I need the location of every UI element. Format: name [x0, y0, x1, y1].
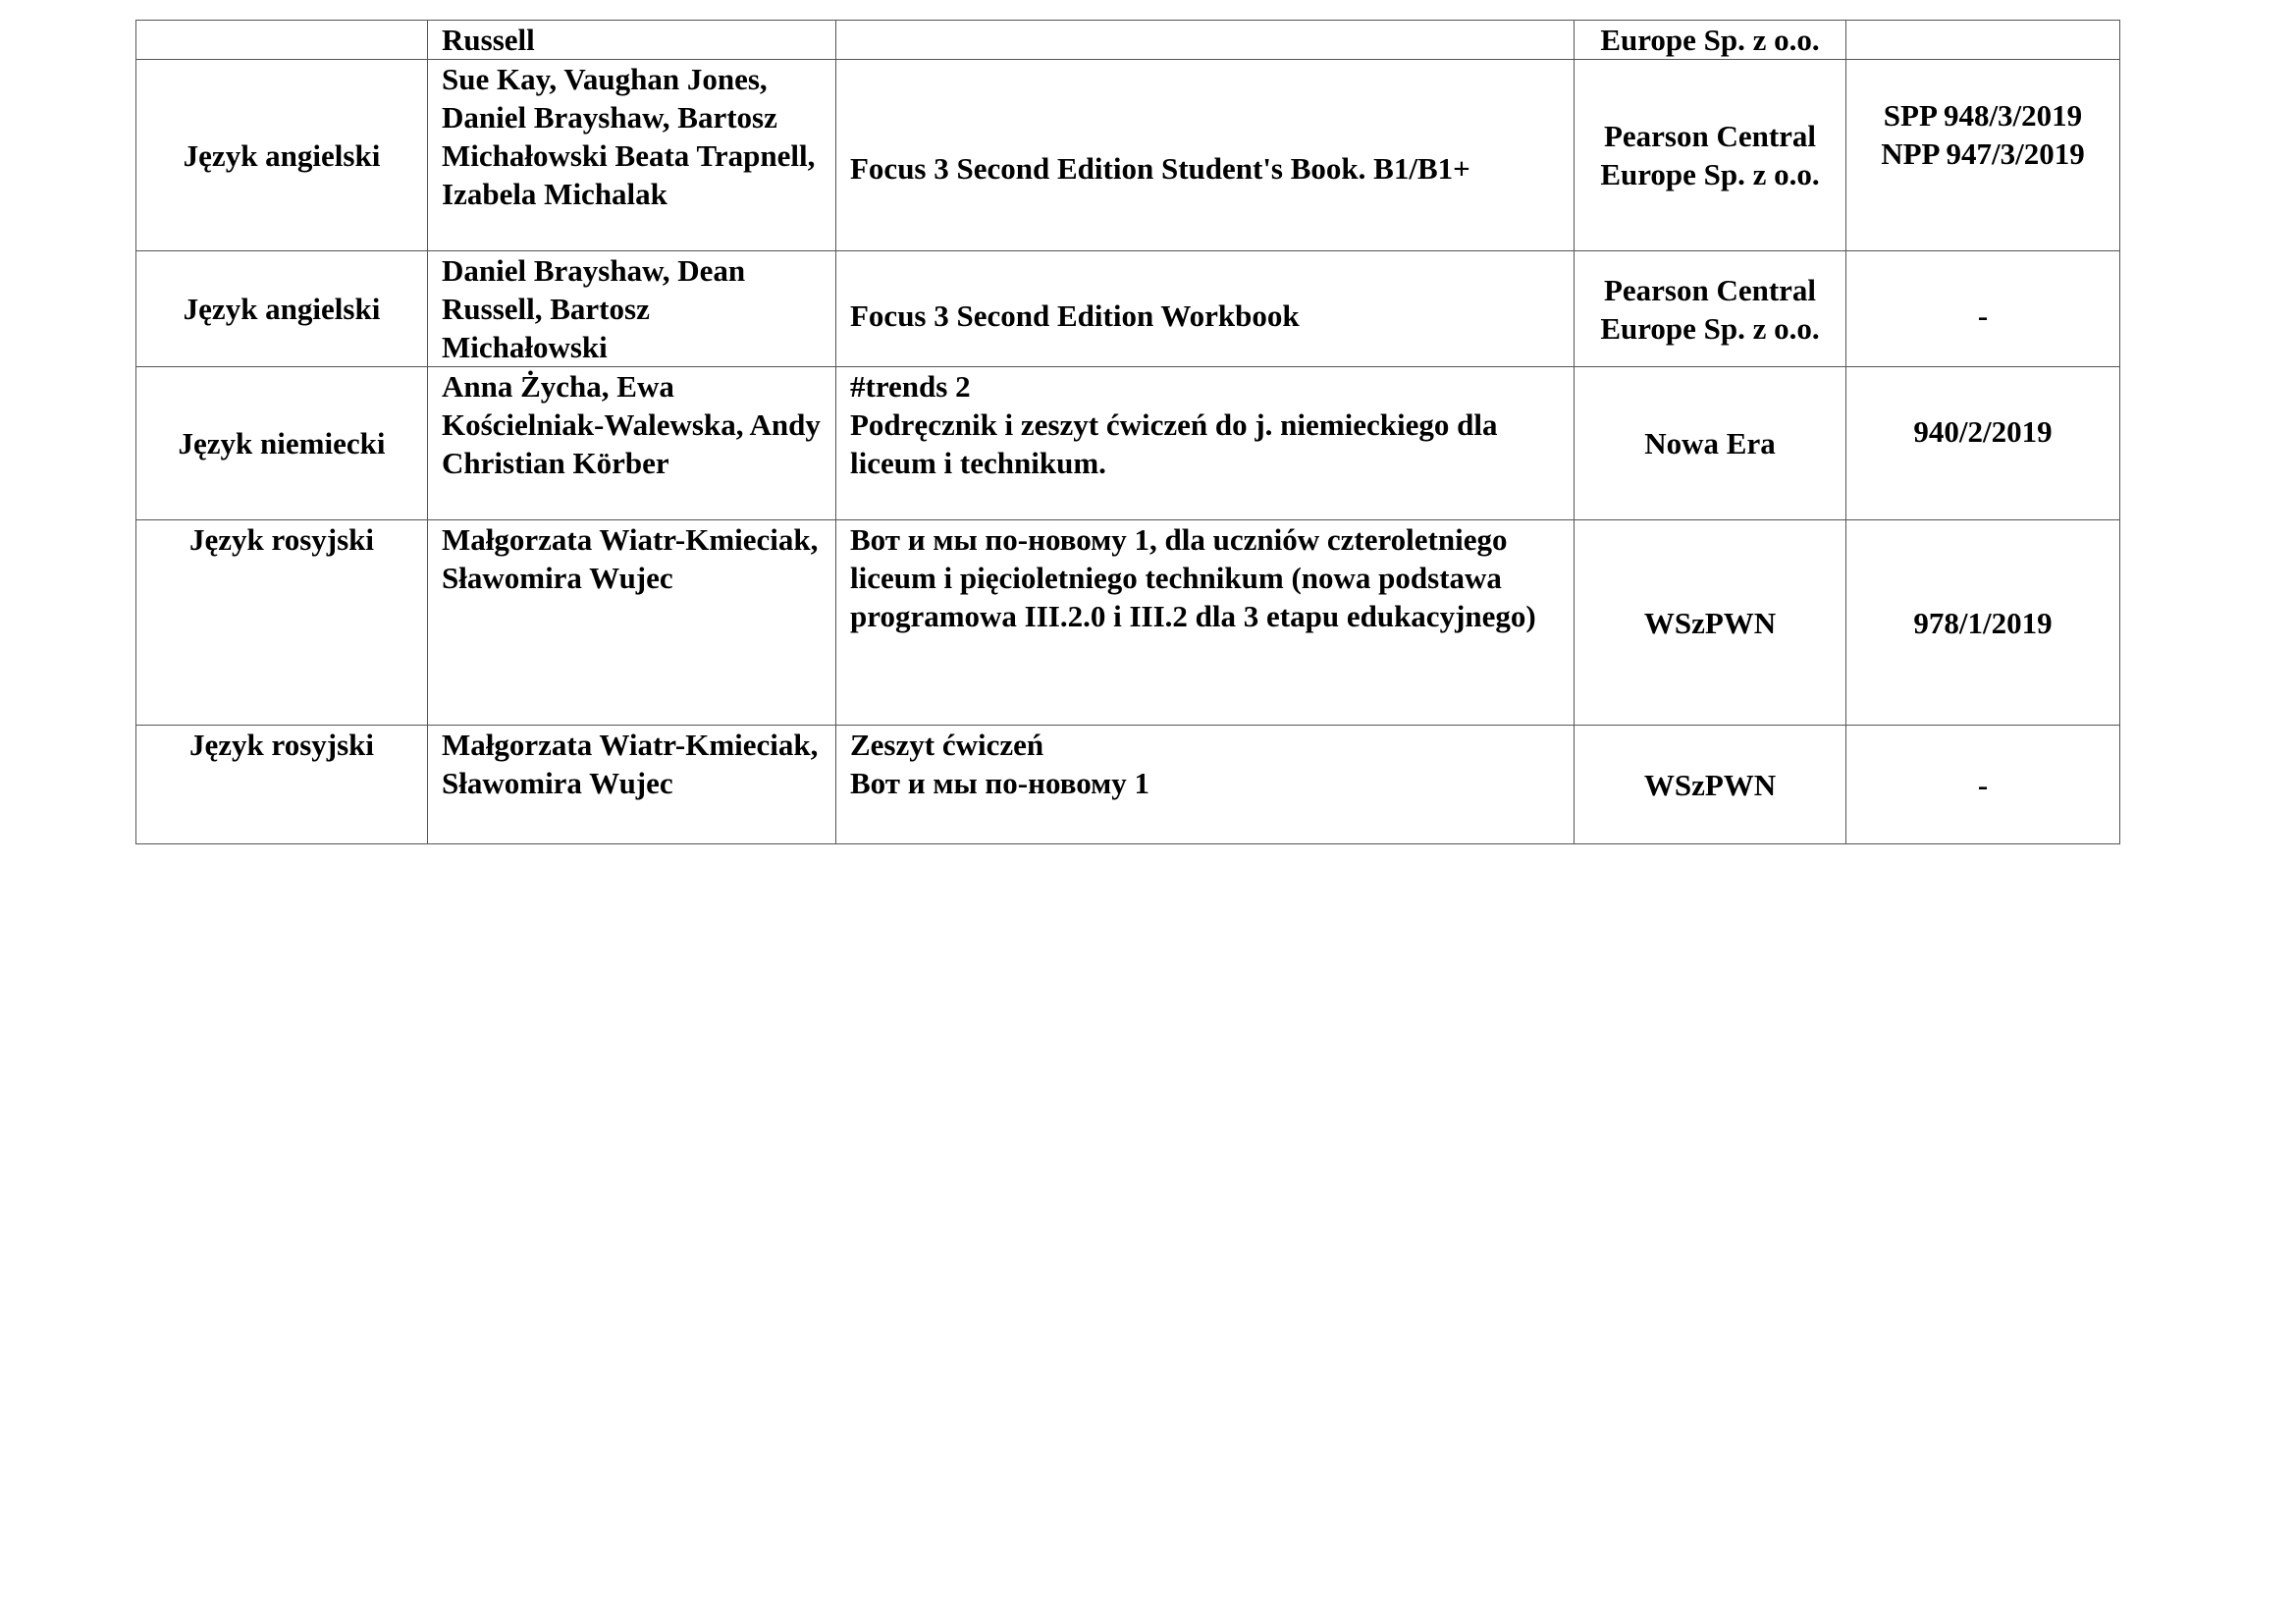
authors-cell: Małgorzata Wiatr-Kmieciak, Sławomira Wujec — [428, 520, 836, 726]
publisher-cell: WSzPWN — [1575, 726, 1846, 844]
table-row — [136, 726, 2120, 844]
table-row — [136, 60, 2120, 251]
publisher-cell: Europe Sp. z o.o. — [1575, 21, 1846, 60]
approval-number-cell: - — [1846, 251, 2120, 367]
table-row — [136, 520, 2120, 726]
approval-number-cell: - — [1846, 726, 2120, 844]
subject-cell: Język angielski — [136, 60, 428, 251]
table-row — [136, 251, 2120, 367]
subject-cell: Język rosyjski — [136, 726, 428, 844]
subject-cell: Język niemiecki — [136, 367, 428, 520]
table-row — [136, 367, 2120, 520]
title-cell: #trends 2 Podręcznik i zeszyt ćwiczeń do j. niemieckiego dla liceum i technikum. — [836, 367, 1575, 520]
title-cell: Focus 3 Second Edition Workbook — [836, 251, 1575, 367]
approval-number-cell: 940/2/2019 — [1846, 367, 2120, 520]
publisher-cell: WSzPWN — [1575, 520, 1846, 726]
publisher-cell: Pearson Central Europe Sp. z o.o. — [1575, 60, 1846, 251]
title-cell: Focus 3 Second Edition Student's Book. B1/B1+ — [836, 60, 1575, 251]
approval-number-cell: SPP 948/3/2019 NPP 947/3/2019 — [1846, 60, 2120, 251]
publisher-cell: Nowa Era — [1575, 367, 1846, 520]
authors-cell: Sue Kay, Vaughan Jones, Daniel Brayshaw, Bartosz Michałowski Beata Trapnell, Izabela Michalak — [428, 60, 836, 251]
subject-cell: Język rosyjski — [136, 520, 428, 726]
approval-number-cell: 978/1/2019 — [1846, 520, 2120, 726]
subject-cell: Język angielski — [136, 251, 428, 367]
title-cell — [836, 21, 1575, 60]
table-row — [136, 21, 2120, 60]
authors-cell: Małgorzata Wiatr-Kmieciak, Sławomira Wujec — [428, 726, 836, 844]
title-cell: Вот и мы по-новому 1, dla uczniów czteroletniego liceum i pięcioletniego technikum (nowa podstawa programowa III.2.0 i III.2 dla 3 etapu edukacyjnego) — [836, 520, 1575, 726]
authors-cell: Anna Życha, Ewa Kościelniak-Walewska, Andy Christian Körber — [428, 367, 836, 520]
authors-cell: Daniel Brayshaw, Dean Russell, Bartosz Michałowski — [428, 251, 836, 367]
textbook-table — [135, 20, 2120, 844]
approval-number-cell — [1846, 21, 2120, 60]
subject-cell — [136, 21, 428, 60]
authors-cell: Russell — [428, 21, 836, 60]
publisher-cell: Pearson Central Europe Sp. z o.o. — [1575, 251, 1846, 367]
title-cell: Zeszyt ćwiczeń Вот и мы по-новому 1 — [836, 726, 1575, 844]
